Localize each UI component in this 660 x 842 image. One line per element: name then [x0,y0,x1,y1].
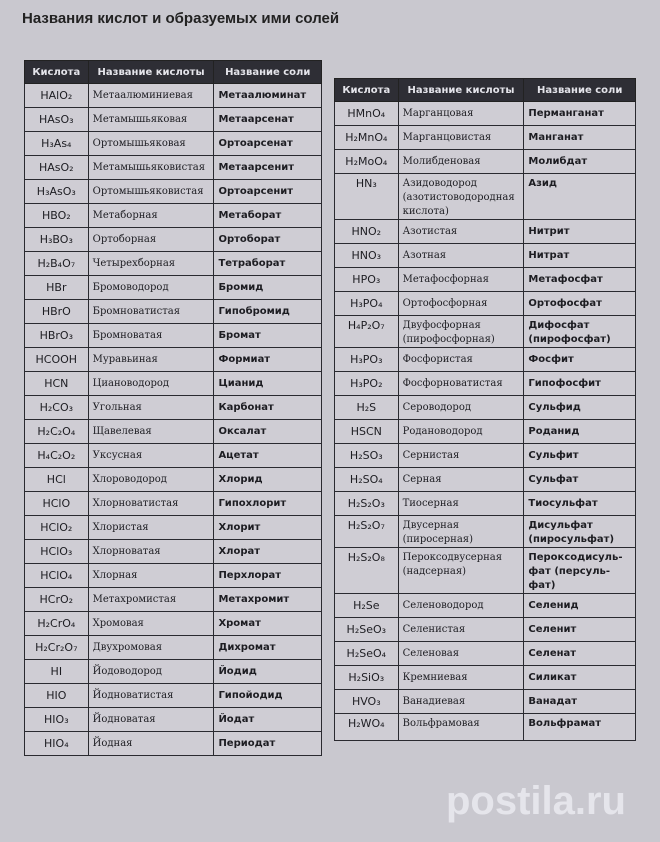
salt-name-cell: Роданид [524,420,636,444]
formula-cell: HAlO₂ [25,84,89,108]
table-row [335,594,636,618]
formula-cell: H₃PO₄ [335,292,399,316]
salt-name-cell: Пероксодисуль-фат (персуль-фат) [524,548,636,594]
formula-cell: HAsO₃ [25,108,89,132]
table-row [335,516,636,548]
formula-cell: HBrO₃ [25,324,89,348]
salt-name-cell: Селенид [524,594,636,618]
table-row [25,108,322,132]
formula-cell: HN₃ [335,174,399,220]
formula-cell: H₂SO₄ [335,468,399,492]
table-header-row [25,61,322,84]
acid-name-cell: Двуфосфорная (пирофосфорная) [398,316,524,348]
header-acid: Кислота [25,61,89,84]
salt-name-cell: Нитрат [524,244,636,268]
salt-name-cell: Селенат [524,642,636,666]
table-row [25,612,322,636]
acid-name-cell: Селенистая [398,618,524,642]
formula-cell: HI [25,660,89,684]
formula-cell: HBrO [25,300,89,324]
formula-cell: HClO₃ [25,540,89,564]
acid-name-cell: Четырехборная [88,252,214,276]
table-row [25,396,322,420]
table-row [335,492,636,516]
salt-name-cell: Ортоарсенат [214,132,322,156]
salt-name-cell: Вольфрамат [524,714,636,741]
table-row [25,204,322,228]
acid-name-cell: Йодная [88,732,214,756]
formula-cell: H₂SO₃ [335,444,399,468]
table-row [335,444,636,468]
formula-cell: HCl [25,468,89,492]
acid-name-cell: Метахромистая [88,588,214,612]
formula-cell: HClO₂ [25,516,89,540]
formula-cell: H₂SeO₃ [335,618,399,642]
table-row [25,708,322,732]
acid-name-cell: Кремниевая [398,666,524,690]
acid-name-cell: Сероводород [398,396,524,420]
formula-cell: H₂CO₃ [25,396,89,420]
table-header-row [335,79,636,102]
salt-name-cell: Хлорид [214,468,322,492]
table-row [335,268,636,292]
formula-cell: HMnO₄ [335,102,399,126]
acid-name-cell: Пероксодвусерная (надсерная) [398,548,524,594]
table-row [25,684,322,708]
formula-cell: H₂SiO₃ [335,666,399,690]
salt-name-cell: Гипофосфит [524,372,636,396]
salt-name-cell: Ортофосфат [524,292,636,316]
formula-cell: HSCN [335,420,399,444]
acid-name-cell: Марганцовая [398,102,524,126]
acid-name-cell: Ортофосфорная [398,292,524,316]
table-row [25,372,322,396]
salt-name-cell: Хромат [214,612,322,636]
acid-name-cell: Азотная [398,244,524,268]
formula-cell: H₂Se [335,594,399,618]
table-row [335,642,636,666]
acid-name-cell: Азотистая [398,220,524,244]
table-row [25,636,322,660]
table-row [335,102,636,126]
acid-table-right [334,78,636,741]
header-acid: Кислота [335,79,399,102]
salt-name-cell: Тетраборат [214,252,322,276]
table-row [25,132,322,156]
formula-cell: H₂S [335,396,399,420]
formula-cell: HBO₂ [25,204,89,228]
acid-name-cell: Ортоборная [88,228,214,252]
table-row [25,732,322,756]
salt-name-cell: Гипохлорит [214,492,322,516]
formula-cell: H₂SeO₄ [335,642,399,666]
formula-cell: H₄C₂O₂ [25,444,89,468]
salt-name-cell: Тиосульфат [524,492,636,516]
table-row [25,540,322,564]
table-row [25,444,322,468]
table-row [25,564,322,588]
acid-name-cell: Хлорноватая [88,540,214,564]
salt-name-cell: Метаалюминат [214,84,322,108]
formula-cell: HPO₃ [335,268,399,292]
table-row [25,420,322,444]
formula-cell: H₂S₂O₇ [335,516,399,548]
salt-name-cell: Периодат [214,732,322,756]
formula-cell: HClO [25,492,89,516]
formula-cell: H₂MnO₄ [335,126,399,150]
table-row [335,690,636,714]
acid-name-cell: Йодноватистая [88,684,214,708]
acid-name-cell: Метаалюминиевая [88,84,214,108]
salt-name-cell: Фосфит [524,348,636,372]
salt-name-cell: Метаборат [214,204,322,228]
table-row [25,252,322,276]
salt-name-cell: Хлорат [214,540,322,564]
acid-name-cell: Хлорная [88,564,214,588]
salt-name-cell: Гипойодид [214,684,322,708]
acid-name-cell: Родановодород [398,420,524,444]
formula-cell: H₃PO₂ [335,372,399,396]
table-row [335,348,636,372]
acid-name-cell: Метамышьяковистая [88,156,214,180]
table-row [25,660,322,684]
acid-name-cell: Метамышьяковая [88,108,214,132]
salt-name-cell: Дихромат [214,636,322,660]
header-acid-name: Название кислоты [88,61,214,84]
formula-cell: HBr [25,276,89,300]
acid-name-cell: Ванадиевая [398,690,524,714]
table-row [335,316,636,348]
salt-name-cell: Дифосфат (пирофосфат) [524,316,636,348]
salt-name-cell: Формиат [214,348,322,372]
acid-name-cell: Хлористая [88,516,214,540]
acid-name-cell: Ортомышьяковистая [88,180,214,204]
formula-cell: HIO₄ [25,732,89,756]
formula-cell: HIO₃ [25,708,89,732]
salt-name-cell: Йодид [214,660,322,684]
salt-name-cell: Перманганат [524,102,636,126]
salt-name-cell: Сульфид [524,396,636,420]
formula-cell: HIO [25,684,89,708]
salt-name-cell: Сульфит [524,444,636,468]
acid-name-cell: Хлороводород [88,468,214,492]
acid-name-cell: Бромноватистая [88,300,214,324]
formula-cell: H₂S₂O₃ [335,492,399,516]
header-salt-name: Название соли [524,79,636,102]
formula-cell: H₃PO₃ [335,348,399,372]
acid-name-cell: Двусерная (пиросерная) [398,516,524,548]
formula-cell: HCrO₂ [25,588,89,612]
table-row [25,228,322,252]
acid-name-cell: Сернистая [398,444,524,468]
acid-name-cell: Уксусная [88,444,214,468]
table-row [335,666,636,690]
table-row [25,156,322,180]
header-acid-name: Название кислоты [398,79,524,102]
salt-name-cell: Манганат [524,126,636,150]
acid-name-cell: Угольная [88,396,214,420]
formula-cell: H₂C₂O₄ [25,420,89,444]
table-row [335,220,636,244]
salt-name-cell: Селенит [524,618,636,642]
formula-cell: H₂B₄O₇ [25,252,89,276]
acid-name-cell: Вольфрамовая [398,714,524,741]
acid-name-cell: Ортомышьяковая [88,132,214,156]
formula-cell: HNO₂ [335,220,399,244]
table-row [25,468,322,492]
right-table-body [335,102,636,741]
acid-name-cell: Хромовая [88,612,214,636]
table-row [25,300,322,324]
acid-name-cell: Циановодород [88,372,214,396]
page-title: Названия кислот и образуемых ими солей [22,10,340,27]
salt-name-cell: Азид [524,174,636,220]
table-row [335,468,636,492]
table-row [335,420,636,444]
formula-cell: H₄P₂O₇ [335,316,399,348]
table-row [25,348,322,372]
table-row [335,150,636,174]
salt-name-cell: Метафосфат [524,268,636,292]
salt-name-cell: Сульфат [524,468,636,492]
table-row [335,126,636,150]
acid-name-cell: Тиосерная [398,492,524,516]
salt-name-cell: Нитрит [524,220,636,244]
table-row [335,244,636,268]
acid-name-cell: Бромноватая [88,324,214,348]
table-row [335,396,636,420]
salt-name-cell: Ацетат [214,444,322,468]
formula-cell: H₃BO₃ [25,228,89,252]
table-row [335,548,636,594]
formula-cell: HClO₄ [25,564,89,588]
salt-name-cell: Ортоборат [214,228,322,252]
salt-name-cell: Метаарсенат [214,108,322,132]
table-row [335,174,636,220]
formula-cell: HAsO₂ [25,156,89,180]
salt-name-cell: Хлорит [214,516,322,540]
salt-name-cell: Ортоарсенит [214,180,322,204]
formula-cell: H₂WO₄ [335,714,399,741]
table-row [335,292,636,316]
acid-name-cell: Йодоводород [88,660,214,684]
acid-name-cell: Селеновая [398,642,524,666]
table-row [25,492,322,516]
acid-name-cell: Щавелевая [88,420,214,444]
table-row [335,618,636,642]
acid-table-left [24,60,322,756]
acid-name-cell: Молибденовая [398,150,524,174]
acid-name-cell: Хлорноватистая [88,492,214,516]
table-row [25,324,322,348]
watermark: postila.ru [445,779,626,823]
header-salt-name: Название соли [214,61,322,84]
formula-cell: H₂S₂O₈ [335,548,399,594]
formula-cell: H₃As₄ [25,132,89,156]
salt-name-cell: Силикат [524,666,636,690]
salt-name-cell: Молибдат [524,150,636,174]
salt-name-cell: Ванадат [524,690,636,714]
acid-name-cell: Бромоводород [88,276,214,300]
acid-name-cell: Йодноватая [88,708,214,732]
acid-name-cell: Муравьиная [88,348,214,372]
salt-name-cell: Оксалат [214,420,322,444]
salt-name-cell: Карбонат [214,396,322,420]
formula-cell: HNO₃ [335,244,399,268]
acid-name-cell: Азидоводород (азотистоводородная кислота) [398,174,524,220]
acid-name-cell: Фосфористая [398,348,524,372]
table-row [25,516,322,540]
acid-name-cell: Серная [398,468,524,492]
formula-cell: H₃AsO₃ [25,180,89,204]
table-row [25,276,322,300]
formula-cell: HCN [25,372,89,396]
table-row [25,84,322,108]
salt-name-cell: Метаарсенит [214,156,322,180]
salt-name-cell: Цианид [214,372,322,396]
salt-name-cell: Гипобромид [214,300,322,324]
acid-name-cell: Двухромовая [88,636,214,660]
formula-cell: H₂MoO₄ [335,150,399,174]
acid-name-cell: Селеноводород [398,594,524,618]
salt-name-cell: Йодат [214,708,322,732]
salt-name-cell: Метахромит [214,588,322,612]
salt-name-cell: Дисульфат (пиросульфат) [524,516,636,548]
acid-name-cell: Фосфорноватистая [398,372,524,396]
acid-name-cell: Марганцовистая [398,126,524,150]
table-row [335,372,636,396]
acid-name-cell: Метафосфорная [398,268,524,292]
table-row [25,588,322,612]
formula-cell: H₂Cr₂O₇ [25,636,89,660]
acid-name-cell: Метаборная [88,204,214,228]
salt-name-cell: Бромат [214,324,322,348]
formula-cell: HCOOH [25,348,89,372]
left-table-body [25,84,322,756]
salt-name-cell: Перхлорат [214,564,322,588]
salt-name-cell: Бромид [214,276,322,300]
table-row [335,714,636,741]
formula-cell: HVO₃ [335,690,399,714]
formula-cell: H₂CrO₄ [25,612,89,636]
table-row [25,180,322,204]
